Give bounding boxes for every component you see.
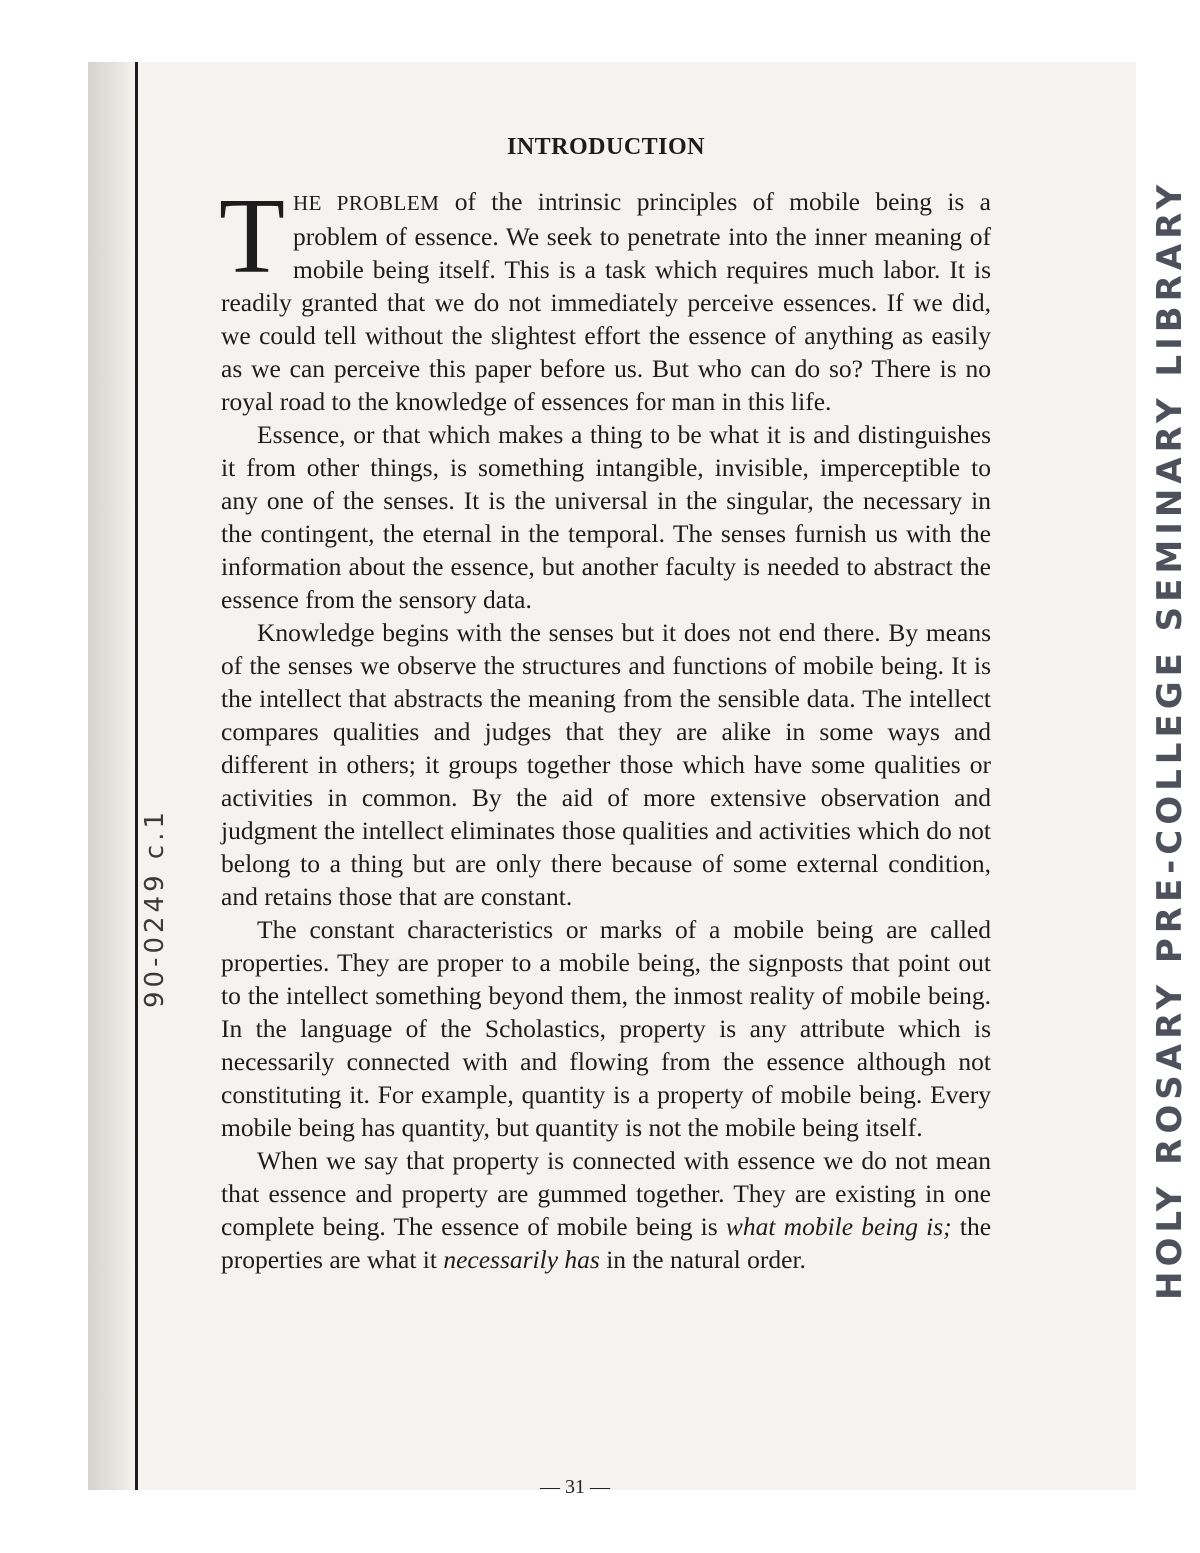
drop-cap: T: [219, 177, 285, 296]
library-stamp: HOLY ROSARY PRE-COLLEGE SEMINARY LIBRARY: [1150, 179, 1190, 1300]
paragraph-5-text-a: When we say that property is connected with essence we do not mean that essence and property are gummed together. They are existing in one complete being. The essence of mobile being is: [221, 1146, 991, 1241]
paragraph-1: [219, 177, 991, 418]
page-text: [221, 124, 991, 1276]
paragraph-2: Essence, or that which makes a thing to be what it is and distinguishes it from other things, is something intangible, invisible, imperceptible to any one of the senses. It is the universal in the singular, the necessary in the contingent, the eternal in the temporal. The senses furnish us with the information about the essence, but another faculty is needed to abstract the essence from the sensory data.: [221, 420, 991, 614]
italic-phrase-1: what mobile being is;: [725, 1212, 952, 1241]
handwritten-call-number: 90-0249 c.1: [140, 808, 170, 1008]
spine-shadow: [88, 62, 136, 1490]
scanned-page: [88, 62, 1136, 1490]
chapter-heading: INTRODUCTION: [506, 134, 706, 160]
paragraph-5-text-b: the properties are what it: [221, 1212, 992, 1274]
small-caps-lead: HE PROBLEM: [292, 191, 440, 215]
paragraph-4: The constant characteristics or marks of a mobile being are called properties. They are proper to a mobile being, the signposts that point out to the intellect something beyond them, the inmost reality of mobile being. In the language of the Scholastics, property is any attribute which is necessarily connected with and flowing from the essence although not constituting it. For example, quantity is a property of mobile being. Every mobile being has quantity, but quantity is not the mobile being itself.: [221, 915, 991, 1142]
page-number: — 31 —: [540, 1476, 610, 1498]
italic-phrase-2: necessarily has: [443, 1245, 600, 1274]
paragraph-1-text: of the intrinsic principles of mobile being is a problem of essence. We seek to penetrate into the inner meaning of mobile being itself. This is a task which requires much labor. It is readily granted that we do not immediately perceive essences. If we did, we could tell without the slightest effort the essence of anything as easily as we can perceive this paper before us. But who can do so? There is no royal road to the knowledge of essences for man in this life.: [221, 187, 991, 416]
paragraph-3: Knowledge begins with the senses but it does not end there. By means of the senses we observe the structures and functions of mobile being. It is the intellect that abstracts the meaning from the sensible data. The intellect compares qualities and judges that they are alike in some ways and different in others; it groups together those which have some qualities or activities in common. By the aid of more extensive observation and judgment the intellect eliminates those qualities and activities which do not belong to a thing but are only there because of some external condition, and retains those that are constant.: [221, 618, 991, 911]
paragraph-5: [221, 1144, 991, 1276]
paragraph-5-text-c: in the natural order.: [599, 1245, 806, 1274]
spine-edge: [135, 62, 138, 1490]
